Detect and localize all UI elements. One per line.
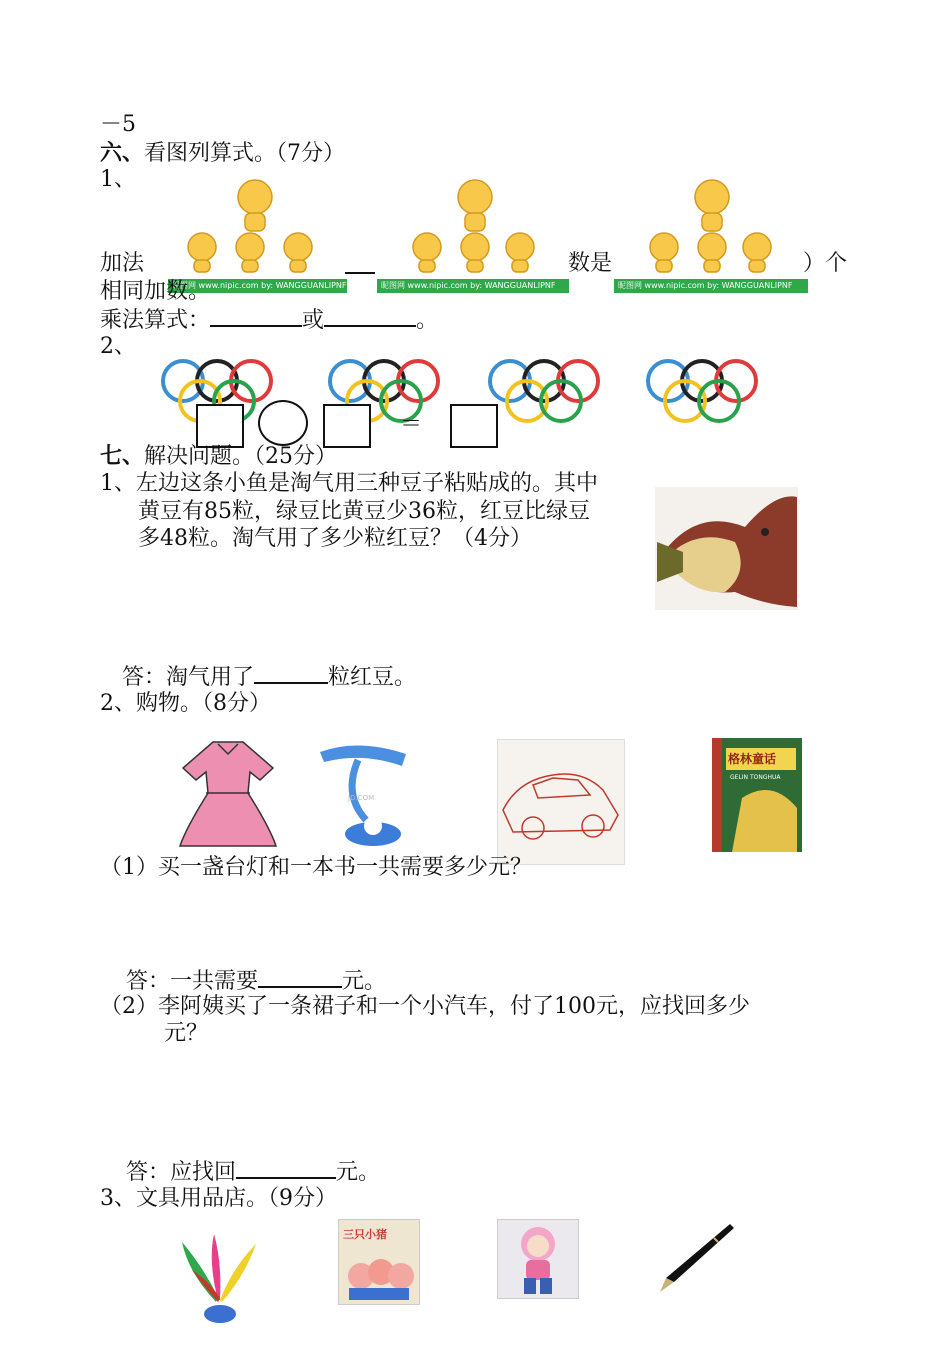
operator-circle[interactable]: [258, 400, 308, 446]
watermark-strip: 昵图网 www.nipic.com by: WANGGUANLIPNF: [377, 279, 569, 293]
q7-1-ans-pre: 答：淘气用了: [122, 665, 255, 690]
q7-2-sub1-ans-post: 元。: [342, 969, 387, 994]
fountain-pen-illustration: [652, 1220, 737, 1295]
doll-picture: [497, 1219, 579, 1299]
bean-fish-picture: [655, 487, 798, 610]
q7-2-sub2-ans-post: 元。: [336, 1160, 381, 1185]
book-subtitle: GELIN TONGHUA: [730, 774, 781, 781]
q7-2-sub1-ans-pre: 答：一共需要: [126, 969, 259, 994]
cat-group-illustration: [612, 175, 807, 295]
q7-1-line1: 1、左边这条小鱼是淘气用三种豆子粘贴成的。其中: [100, 471, 598, 496]
mul-end: 。: [416, 308, 439, 333]
cat-group-2: [375, 175, 570, 295]
q6-2-number: 2、: [100, 334, 136, 359]
q7-1-line3: 多48粒。淘气用了多少粒红豆？（4分）: [138, 526, 532, 551]
dress-illustration: [178, 738, 278, 848]
q7-1-ans-blank: [254, 662, 328, 684]
fairy-tale-book-picture: [712, 738, 802, 852]
bean-fish-illustration: [655, 487, 798, 610]
mul-label: 乘法算式：: [100, 308, 211, 333]
dress-picture: [178, 738, 278, 848]
shuttlecock-illustration: [178, 1232, 258, 1327]
pigs-book-title: 三只小猪: [343, 1228, 387, 1241]
section-6-number: 六、: [100, 140, 145, 166]
multiplication-line: [100, 305, 438, 335]
q7-2-sub2-ans-pre: 答：应找回: [126, 1160, 237, 1185]
lamp-watermark: JD.COM: [348, 794, 375, 802]
q7-2-sub2-ans-blank: [236, 1157, 336, 1179]
fountain-pen-picture: [652, 1220, 737, 1295]
addition-end: ）个: [803, 251, 848, 276]
q7-2-sub1-answer: [126, 966, 386, 996]
toy-car-illustration: [498, 740, 624, 864]
addition-blank: [345, 272, 375, 274]
q7-2-sub2-line2: 元？: [164, 1021, 209, 1046]
three-pigs-book-picture: [338, 1219, 420, 1305]
equals-sign: ＝: [400, 412, 423, 437]
addition-mid: 数是: [568, 251, 613, 276]
desk-lamp-illustration: [318, 740, 408, 848]
cat-group-illustration: [150, 175, 345, 295]
cat-group-1: [150, 175, 345, 295]
q7-2-sub1: （1）买一盏台灯和一本书一共需要多少元？: [100, 855, 532, 880]
q7-3-title: 3、文具用品店。（9分）: [100, 1186, 337, 1211]
doll-illustration: [498, 1220, 578, 1298]
addition-line2: 相同加数。: [100, 279, 211, 304]
q7-2-title: 2、购物。（8分）: [100, 691, 271, 716]
watermark-strip: 昵图网 www.nipic.com by: WANGGUANLIPNF: [168, 279, 347, 293]
q7-2-sub1-ans-blank: [258, 966, 342, 988]
mul-or: 或: [302, 308, 325, 333]
desk-lamp-picture: [318, 740, 408, 848]
shuttlecock-picture: [178, 1232, 258, 1327]
section-7-heading: 解决问题。（25分）: [144, 444, 338, 469]
answer-box-3[interactable]: [450, 404, 498, 448]
top-fragment: －5: [100, 112, 136, 137]
cat-group-3: [612, 175, 807, 295]
q6-1-number: 1、: [100, 167, 136, 192]
q7-2-sub2-answer: [126, 1157, 380, 1187]
olympic-rings-set: [648, 361, 756, 421]
q7-1-answer: [122, 662, 416, 692]
book-title: 格林童话: [728, 752, 777, 766]
cat-group-illustration: [375, 175, 570, 295]
section-7-number: 七、: [100, 443, 145, 469]
q7-1-line2: 黄豆有85粒，绿豆比黄豆少36粒，红豆比绿豆: [138, 499, 590, 524]
toy-car-picture: [497, 739, 625, 865]
q7-1-ans-post: 粒红豆。: [328, 665, 417, 690]
section-6-heading: 看图列算式。（7分）: [144, 141, 346, 166]
watermark-strip: 昵图网 www.nipic.com by: WANGGUANLIPNF: [614, 279, 808, 293]
olympic-rings-set: [490, 361, 598, 421]
addition-prefix: 加法: [100, 251, 145, 276]
mul-blank-2: [324, 305, 416, 327]
section-6-title: [100, 139, 345, 168]
mul-blank-1: [210, 305, 302, 327]
q7-2-sub2-line1: （2）李阿姨买了一条裙子和一个小汽车，付了100元，应找回多少: [100, 994, 750, 1019]
section-7-title: [100, 442, 337, 471]
